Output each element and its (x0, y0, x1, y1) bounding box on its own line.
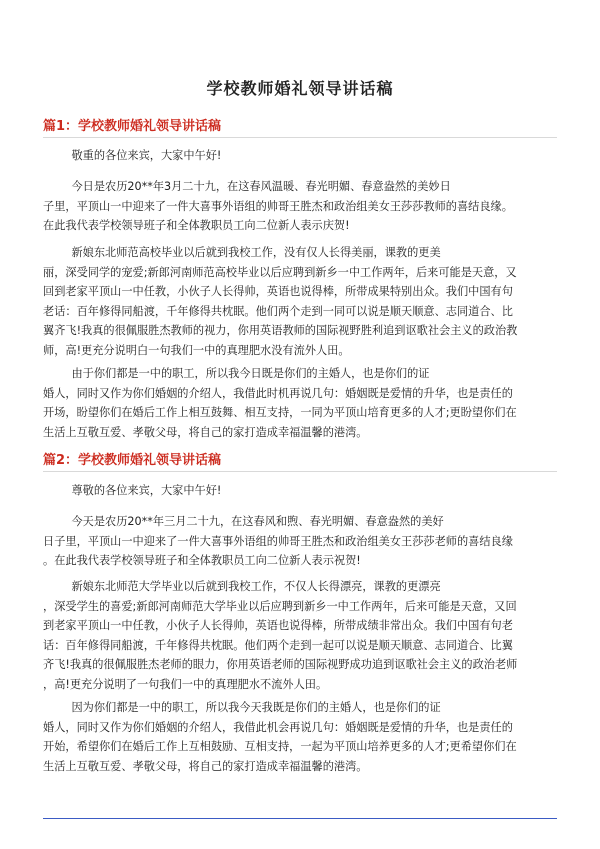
section-2-divider (43, 471, 557, 472)
section-2-paragraph-4: 因为你们都是一中的职工，所以我今天我既是你们的主婚人，也是你们的证 婚人，同时又作为你们婚姻的介绍人，我借此机会再说几句：婚姻既是爱情的升华，也是责任的 开始，希望你们在婚后工作上互相鼓励、互相支持，一起为平顶山培养更多的人才;更希望你们在 生活上互敬互爱、孝敬父母，将自己的家打造成幸福温馨的港湾。 (43, 701, 517, 773)
section-2-heading: 篇2：学校教师婚礼领导讲话稿 (43, 453, 222, 468)
section-1-divider (43, 137, 557, 138)
footer-divider (43, 818, 557, 819)
section-1-paragraph-4: 由于你们都是一中的职工，所以我今日既是你们的主婚人，也是你们的证 婚人，同时又作为你们婚姻的介绍人，我借此时机再说几句：婚姻既是爱情的升华，也是责任的 开场，盼望你们在婚后工作上相互鼓舞、相互支持，一同为平顶山培育更多的人才;更盼望你们在 生活上互敬互爱、孝敬父母，将自己的家打造成幸福温馨的港湾。 (43, 367, 517, 439)
section-1-paragraph-3: 新娘东北师范高校毕业以后就到我校工作，没有仅人长得美丽，课教的更美 丽，深受同学的宠爱;新郎河南师范高校毕业以后应聘到新乡一中工作两年，后来可能是天意，又 回到老家平顶山一中任教，小伙子人长得帅，英语也说得棒，所带成果特别出众。我们中国有句 老话：百年修得同船渡，千年修得共枕眠。他们两个走到一同可以说是顺天顺意、志同道合、比 翼齐飞!我真的很佩服胜杰教师的视力，你用英语教师的国际视野胜利追到讴歌社会主义的政治教 师，高!更充分说明白一句我们一中的真理肥水没有流外人田。 (43, 246, 518, 357)
document-title: 学校教师婚礼领导讲话稿 (206, 79, 394, 98)
section-1-heading: 篇1：学校教师婚礼领导讲话稿 (43, 119, 222, 134)
section-2-paragraph-3: 新娘东北师范大学毕业以后就到我校工作，不仅人长得漂亮，课教的更漂亮 ，深受学生的喜爱;新郎河南师范大学毕业以后应聘到新乡一中工作两年，后来可能是天意，又回 到老家平顶山一中任教，小伙子人长得帅，英语也说得棒，所带成绩非常出众。我们中国有句老 话：百年修得同船渡，千年修得共枕眠。他们两个走到一起可以说是顺天顺意、志同道合、比翼 齐飞!我真的很佩服胜杰老师的眼力，你用英语老师的国际视野成功追到讴歌社会主义的政治老师 ，高!更充分说明了一句我们一中的真理肥水不流外人田。 (43, 580, 518, 691)
section-2-paragraph-1: 尊敬的各位来宾，大家中午好! (43, 484, 222, 497)
section-1-paragraph-2: 今日是农历20**年3月二十九，在这春风温暖、春光明媚、春意盎然的美妙日 子里，平顶山一中迎来了一件大喜事外语组的帅哥王胜杰和政治组美女王莎莎教师的喜结良缘。 在此我代表学校领导班子和全体教职员工向二位新人表示庆贺! (43, 180, 513, 232)
section-2-paragraph-2: 今天是农历20**年三月二十九，在这春风和煦、春光明媚、春意盎然的美好 日子里，平顶山一中迎来了一件大喜事外语组的帅哥王胜杰和政治组美女王莎莎老师的喜结良缘 。在此我代表学校领导班子和全体教职员工向二位新人表示祝贺! (43, 515, 513, 567)
section-1-paragraph-1: 敬重的各位来宾，大家中午好! (43, 149, 222, 162)
